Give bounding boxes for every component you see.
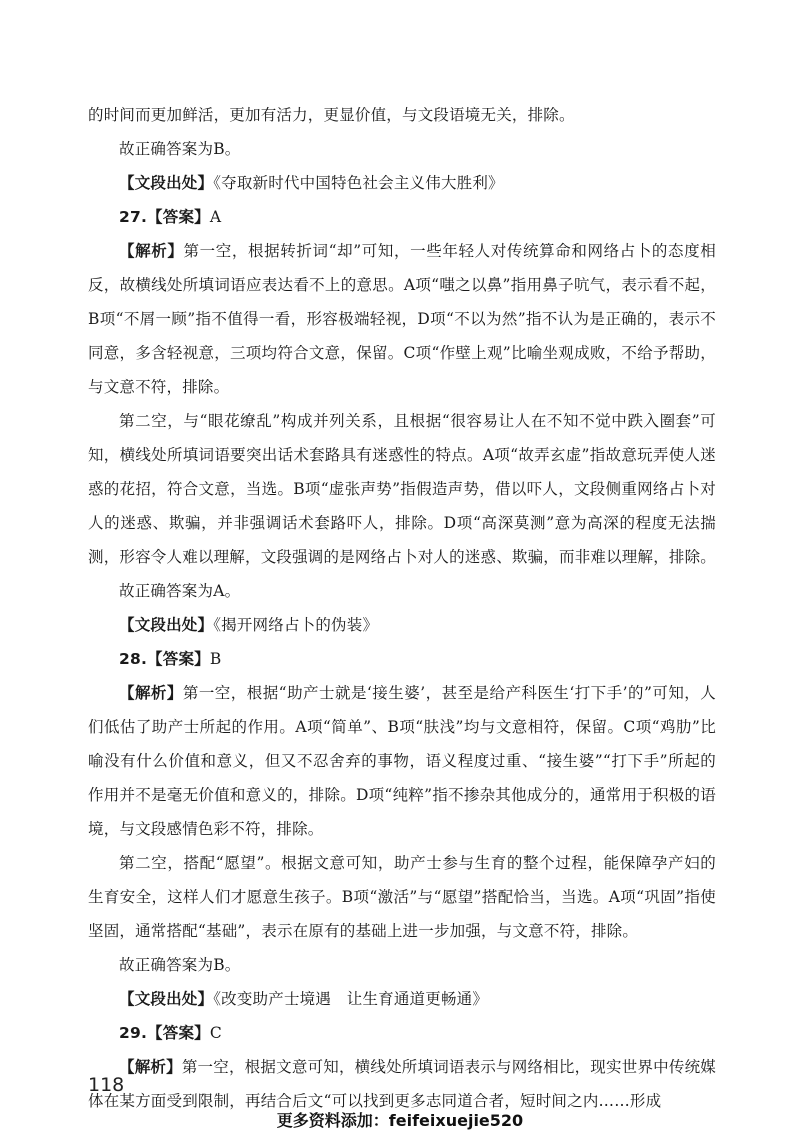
answer-heading: 29.【答案】C xyxy=(119,1024,222,1042)
source-line: 【文段出处】《改变助产士境遇 让生育通道更畅通》 xyxy=(119,990,489,1008)
text-line: 的时间而更加鲜活，更加有活力，更显价值，与文段语境无关，排除。 xyxy=(88,106,575,124)
source-line: 【文段出处】《揭开网络占卜的伪装》 xyxy=(119,616,379,634)
analysis-paragraph: 第二空，与“眼花缭乱”构成并列关系，且根据“很容易让人在不知不觉中跌入圈套”可知，横线处所填词语要突出话术套路具有迷惑性的特点。A项“故弄玄虚”指故意玩弄使人迷惑的花招，符合文意，当选。B项“虚张声势”指假造声势，借以吓人，文段侧重网络占卜对人的迷惑、欺骗，并非强调话术套路吓人，排除。D项“高深莫测”意为高深的程度无法揣测，形容令人难以理解，文段强调的是网络占卜对人的迷惑、欺骗，而非难以理解，排除。 xyxy=(88,412,717,566)
footer-note: 更多资料添加：feifeixuejie520 xyxy=(276,1111,524,1130)
conclusion-line: 故正确答案为B。 xyxy=(119,956,241,974)
conclusion-line: 故正确答案为B。 xyxy=(119,140,241,158)
answer-heading: 28.【答案】B xyxy=(119,650,222,668)
answer-explanations xyxy=(88,98,716,1118)
analysis-paragraph: 【解析】第一空，根据“助产士就是‘接生婆’，甚至是给产科医生‘打下手’的”可知，人们低估了助产士所起的作用。A项“简单”、B项“肤浅”均与文意相符，保留。C项“鸡肋”比喻没有什么价值和意义，但又不忍舍弃的事物，语义程度过重、“接生婆”“打下手”所起的作用并不是毫无价值和意义的，排除。D项“纯粹”指不掺杂其他成分的，通常用于积极的语境，与文段感情色彩不符，排除。 xyxy=(88,684,716,838)
source-line: 【文段出处】《夺取新时代中国特色社会主义伟大胜利》 xyxy=(119,174,504,192)
analysis-paragraph: 第二空，搭配“愿望”。根据文意可知，助产士参与生育的整个过程，能保障孕产妇的生育安全，这样人们才愿意生孩子。B项“激活”与“愿望”搭配恰当，当选。A项“巩固”指使坚固，通常搭配“基础”，表示在原有的基础上进一步加强，与文意不符，排除。 xyxy=(88,854,716,940)
analysis-paragraph: 【解析】第一空，根据文意可知，横线处所填词语表示与网络相比，现实世界中传统媒体在某方面受到限制，再结合后文“可以找到更多志同道合者，短时间之内……形成 xyxy=(88,1058,716,1110)
page-number: 118 xyxy=(88,1074,125,1096)
analysis-paragraph: 【解析】第一空，根据转折词“却”可知，一些年轻人对传统算命和网络占卜的态度相反，故横线处所填词语应表达看不上的意思。A项“嗤之以鼻”指用鼻子吭气，表示看不起，B项“不屑一顾”指不值得一看，形容极端轻视，D项“不以为然”指不认为是正确的，表示不同意，多含轻视意，三项均符合文意，保留。C项“作壁上观”比喻坐观成败，不给予帮助，与文意不符，排除。 xyxy=(88,242,716,396)
conclusion-line: 故正确答案为A。 xyxy=(119,582,241,600)
answer-heading: 27.【答案】A xyxy=(119,208,222,226)
